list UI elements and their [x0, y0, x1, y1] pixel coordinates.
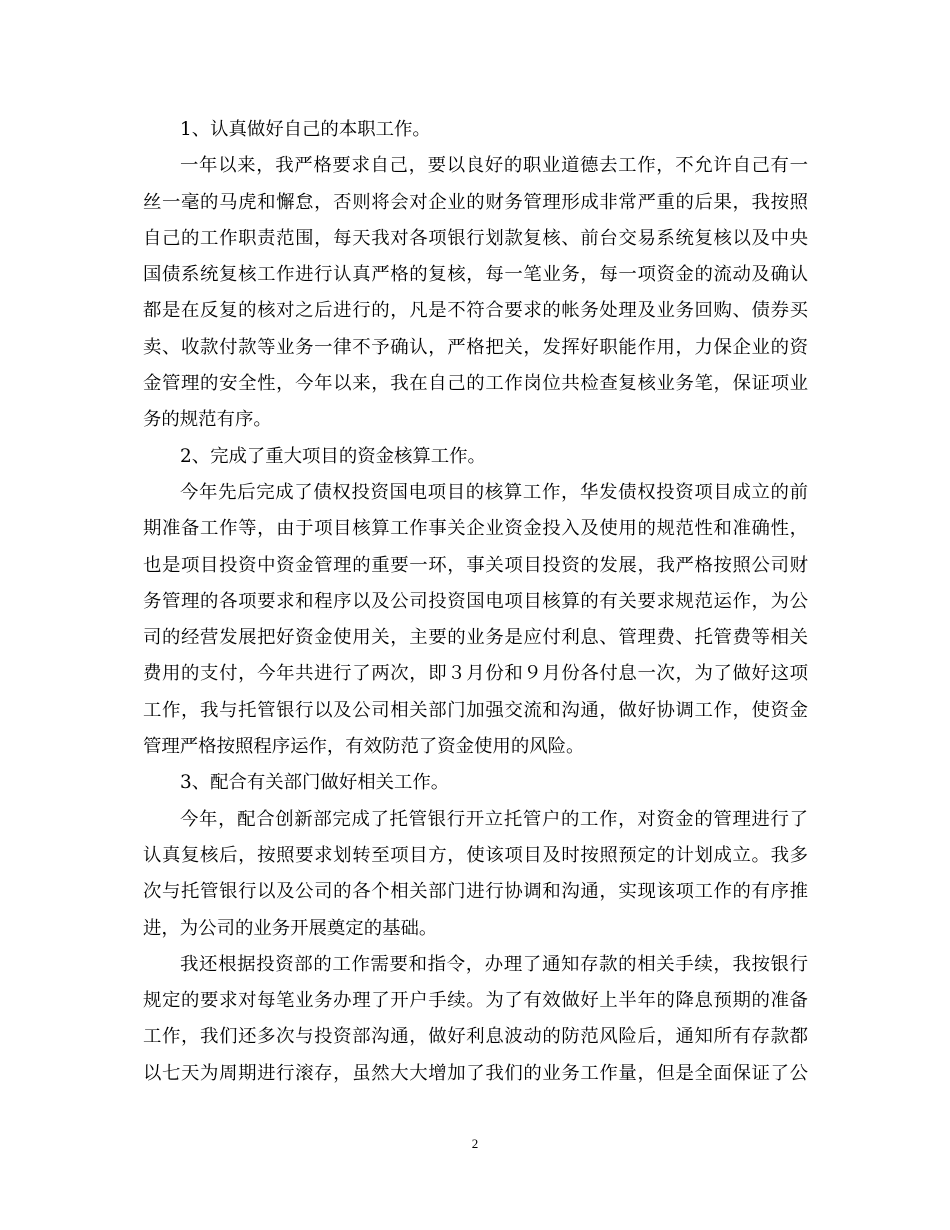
text-line: 我还根据投资部的工作需要和指令，办理了通知存款的相关手续，我按银行	[180, 953, 808, 975]
text-line: 都是在反复的核对之后进行的，凡是不符合要求的帐务处理及业务回购、债券买	[143, 300, 808, 322]
text-line: 工作，我与托管银行以及公司相关部门加强交流和沟通，做好协调工作，使资金	[143, 699, 808, 721]
document-body	[143, 112, 808, 1092]
text-line: 自己的工作职责范围，每天我对各项银行划款复核、前台交易系统复核以及中央	[143, 227, 808, 249]
text-line: 3、配合有关部门做好相关工作。	[180, 772, 450, 794]
text-line: 管理严格按照程序运作，有效防范了资金使用的风险。	[143, 736, 585, 758]
body-paragraph	[143, 475, 808, 765]
page-number: 2	[471, 1136, 479, 1151]
text-line: 以七天为周期进行滚存，虽然大大增加了我们的业务工作量，但是全面保证了公	[143, 1062, 808, 1084]
text-line: 务的规范有序。	[143, 409, 272, 431]
text-line: 丝一毫的马虎和懈怠，否则将会对企业的财务管理形成非常严重的后果，我按照	[143, 191, 808, 213]
body-paragraph	[143, 947, 808, 1092]
text-line: 金管理的安全性，今年以来，我在自己的工作岗位共检查复核业务笔，保证项业	[143, 373, 808, 395]
body-paragraph	[143, 802, 808, 947]
text-line: 国债系统复核工作进行认真严格的复核，每一笔业务，每一项资金的流动及确认	[143, 264, 808, 286]
text-line: 1、认真做好自己的本职工作。	[180, 119, 431, 140]
text-line: 次与托管银行以及公司的各个相关部门进行协调和沟通，实现该项工作的有序推	[143, 881, 808, 903]
text-line: 费用的支付，今年共进行了两次，即３月份和９月份各付息一次，为了做好这项	[143, 663, 808, 685]
text-line: 工作，我们还多次与投资部沟通，做好利息波动的防范风险后，通知所有存款都	[143, 1026, 808, 1048]
text-line: 进，为公司的业务开展奠定的基础。	[143, 917, 438, 939]
text-line: 一年以来，我严格要求自己，要以良好的职业道德去工作，不允许自己有一	[180, 155, 808, 177]
body-paragraph	[143, 148, 808, 438]
text-line: 期准备工作等，由于项目核算工作事关企业资金投入及使用的规范性和准确性，	[143, 518, 808, 540]
text-line: 认真复核后，按照要求划转至项目方，使该项目及时按照预定的计划成立。我多	[143, 844, 808, 866]
text-line: 规定的要求对每笔业务办理了开户手续。为了有效做好上半年的降息预期的准备	[143, 990, 808, 1012]
text-line: 今年先后完成了债权投资国电项目的核算工作，华发债权投资项目成立的前	[180, 481, 808, 503]
section-heading	[143, 439, 808, 475]
section-heading	[143, 765, 808, 801]
section-heading	[143, 112, 808, 148]
text-line: 2、完成了重大项目的资金核算工作。	[180, 445, 486, 467]
text-line: 务管理的各项要求和程序以及公司投资国电项目核算的有关要求规范运作，为公	[143, 590, 808, 612]
text-line: 今年，配合创新部完成了托管银行开立托管户的工作，对资金的管理进行了	[180, 808, 808, 830]
text-line: 司的经营发展把好资金使用关，主要的业务是应付利息、管理费、托管费等相关	[143, 627, 808, 649]
text-line: 也是项目投资中资金管理的重要一环，事关项目投资的发展，我严格按照公司财	[143, 554, 808, 576]
text-line: 卖、收款付款等业务一律不予确认，严格把关，发挥好职能作用，力保企业的资	[143, 336, 808, 358]
